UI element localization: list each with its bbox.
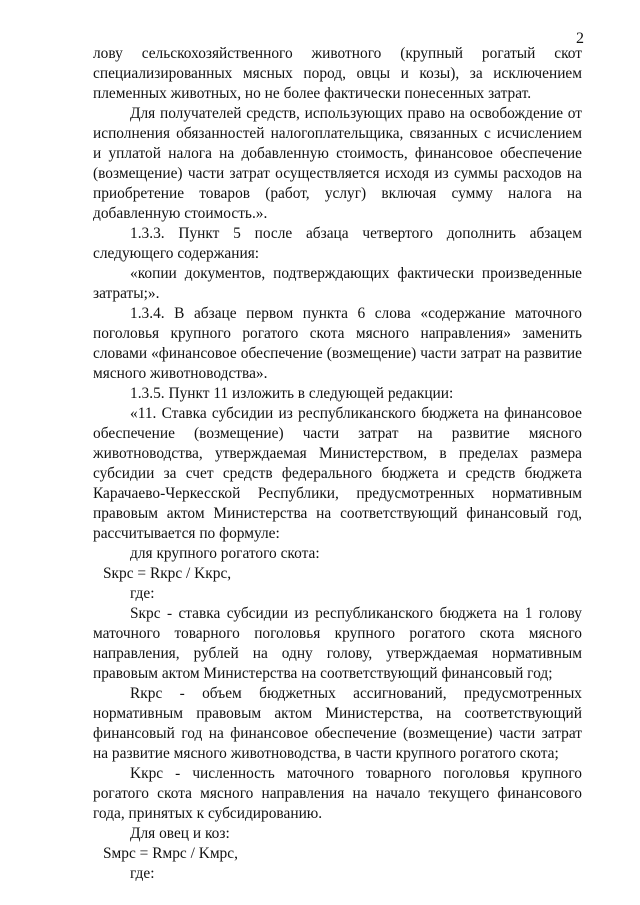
paragraph: 1.3.4. В абзаце первом пункта 6 слова «содержание маточного поголовья крупного рогатого скота мясного направления» заменить словами «финансовое обеспечение (возмещение) части затрат на развитие мясного животноводства». xyxy=(93,305,582,382)
paragraph-where: где: xyxy=(130,585,155,602)
definition-s-krs: Sкрс - ставка субсидии из республиканского бюджета на 1 голову маточного товарного поголовья крупного рогатого скота мясного направления, рублей на одну голову, утверждаемая нормативным правовым актом Министерства на соответствующий финансовый год; xyxy=(93,605,582,682)
document-body xyxy=(93,44,582,884)
paragraph: Для получателей средств, использующих право на освобождение от исполнения обязанностей налогоплательщика, связанных с исчислением и уплатой налога на добавленную стоимость, финансовое обеспечение (возмещение) части затрат осуществляется исходя из суммы расходов на приобретение товаров (работ, услуг) включая сумму налога на добавленную стоимость.». xyxy=(93,105,582,222)
formula-sheep-goats: Sмрс = Rмрс / Kмрс, xyxy=(103,845,238,862)
definition-r-krs: Rкрс - объем бюджетных ассигнований, предусмотренных нормативным правовым актом Министерства, на соответствующий финансовый год на финансовое обеспечение (возмещение) части затрат на развитие мясного животноводства, в части крупного рогатого скота; xyxy=(93,685,582,762)
page-number: 2 xyxy=(576,30,584,47)
paragraph: «11. Ставка субсидии из республиканского бюджета на финансовое обеспечение (возмещение) части затрат на развитие мясного животноводства, утверждаемая Министерством, в пределах размера субсидии за счет средств федерального бюджета и средств бюджета Карачаево-Черкесской Республики, предусмотренных нормативным правовым актом Министерства на соответствующий финансовый год, рассчитывается по формуле: xyxy=(93,405,582,542)
paragraph-where: где: xyxy=(130,865,155,882)
paragraph: «копии документов, подтверждающих фактически произведенные затраты;». xyxy=(93,265,582,302)
definition-k-krs: Kкрс - численность маточного товарного поголовья крупного рогатого скота мясного направления на начало текущего финансового года, принятых к субсидированию. xyxy=(93,765,582,822)
paragraph: для крупного рогатого скота: xyxy=(130,545,320,562)
paragraph: Для овец и коз: xyxy=(130,825,230,842)
paragraph: лову сельскохозяйственного животного (крупный рогатый скот специализированных мясных пород, овцы и козы), за исключением племенных животных, но не более фактически понесенных затрат. xyxy=(93,45,582,102)
paragraph: 1.3.3. Пункт 5 после абзаца четвертого дополнить абзацем следующего содержания: xyxy=(93,225,582,262)
formula-cattle: Sкрс = Rкрс / Kкрс, xyxy=(103,565,232,582)
paragraph: 1.3.5. Пункт 11 изложить в следующей редакции: xyxy=(130,385,454,402)
